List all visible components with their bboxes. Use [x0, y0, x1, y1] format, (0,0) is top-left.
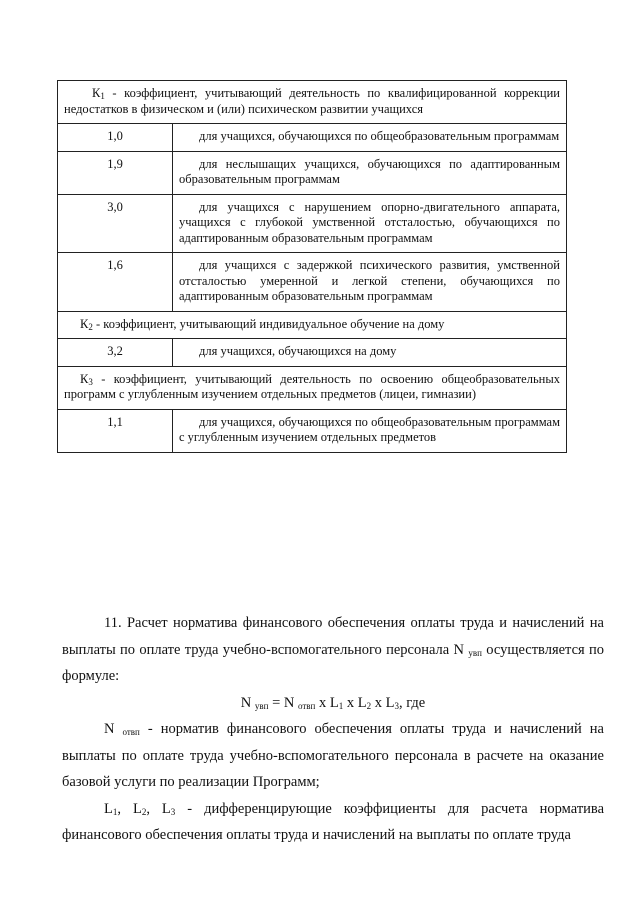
formula-x1: x L	[315, 694, 339, 711]
formula-n2-subscript: отвп	[297, 700, 316, 711]
k2-header-cell	[58, 311, 567, 339]
l-coefficients-definition: - дифференцирующие коэффициенты для расчета норматива финансового обеспечения оплаты труда и начислений на выплаты по оплате труда	[62, 800, 605, 843]
table-row	[58, 194, 567, 253]
l-separator-2: , L	[146, 800, 171, 817]
table-row	[58, 151, 567, 194]
table-row	[58, 253, 567, 312]
formula-l1-subscript: 1	[338, 700, 344, 711]
body-text	[62, 610, 604, 849]
paragraph-11-tail: осуществляется по формуле:	[62, 641, 604, 684]
table-header-row-k1	[58, 81, 567, 124]
paragraph-l-coefficients	[62, 796, 604, 849]
coefficient-value: 1,9	[58, 151, 173, 194]
coefficient-description: для учащихся, обучающихся по общеобразовательным программам с углубленным изучением отдельных предметов	[173, 409, 567, 452]
k3-header-text: - коэффициент, учитывающий деятельность по освоению общеобразовательных программ с углубленным изучением отдельных предметов (лицеи, гимназии)	[64, 371, 560, 401]
paragraph-11-text: 11. Расчет норматива финансового обеспечения оплаты труда и начислений на выплаты по оплате труда учебно-вспомогательного персонала N	[62, 615, 604, 658]
l1-symbol: L	[104, 800, 113, 817]
n-otvp-definition: - норматив финансового обеспечения оплаты труда и начислений на выплаты по оплате труда учебно-вспомогательного персонала в расчете на оказание базовой услуги по реализации Программ;	[62, 721, 604, 790]
coefficient-value: 1,1	[58, 409, 173, 452]
k1-header-text: - коэффициент, учитывающий деятельность по квалифицированной коррекции недостатков в физическом и (или) психическом развитии учащихся	[64, 86, 560, 116]
k2-subscript: 2	[88, 321, 93, 332]
paragraph-n-otvp	[62, 716, 604, 796]
formula-x3: x L	[371, 694, 395, 711]
formula	[62, 690, 604, 717]
formula-n: N	[240, 694, 252, 711]
n-uvp-subscript: увп	[468, 647, 482, 658]
table-header-row-k2	[58, 311, 567, 339]
formula-tail: , где	[398, 694, 426, 711]
n-otvp-subscript: отвп	[122, 727, 140, 737]
k3-subscript: 3	[88, 376, 93, 387]
l1-subscript: 1	[112, 806, 118, 817]
coefficient-value: 1,0	[58, 124, 173, 152]
coefficient-description: для учащихся, обучающихся по общеобразовательным программам	[173, 124, 567, 152]
n-otvp-symbol: N	[104, 721, 115, 737]
coefficient-value: 3,2	[58, 339, 173, 367]
coefficient-table	[57, 80, 567, 453]
formula-eq: = N	[268, 694, 295, 711]
formula-l3-subscript: 3	[394, 700, 399, 711]
l2-subscript: 2	[141, 806, 147, 817]
l-separator-1: , L	[117, 800, 142, 817]
coefficient-description: для неслышащих учащихся, обучающихся по адаптированным образовательным программам	[173, 151, 567, 194]
paragraph-11	[62, 610, 604, 690]
k1-symbol: К	[92, 86, 101, 100]
k3-symbol: К	[80, 371, 89, 386]
coefficient-description: для учащихся, обучающихся на дому	[173, 339, 567, 367]
formula-l2-subscript: 2	[366, 700, 372, 711]
coefficient-description: для учащихся с нарушением опорно-двигательного аппарата, учащихся с глубокой умственной отсталостью, обучающихся по адаптированным образовательным программам	[173, 194, 567, 253]
table-row	[58, 124, 567, 152]
k1-subscript: 1	[100, 91, 105, 101]
table-header-row-k3	[58, 366, 567, 409]
l3-subscript: 3	[170, 806, 176, 817]
formula-n-subscript: увп	[254, 700, 269, 711]
k2-header-text: - коэффициент, учитывающий индивидуальное обучение на дому	[92, 316, 445, 331]
k1-header-cell	[58, 81, 567, 124]
formula-x2: x L	[343, 694, 367, 711]
coefficient-description: для учащихся с задержкой психического развития, умственной отсталостью умеренной и легкой степени, обучающихся по адаптированным образовательным программам	[173, 253, 567, 312]
table-row	[58, 339, 567, 367]
coefficient-value: 1,6	[58, 253, 173, 312]
k2-symbol: К	[80, 316, 89, 331]
table-row	[58, 409, 567, 452]
k3-header-cell	[58, 366, 567, 409]
coefficient-value: 3,0	[58, 194, 173, 253]
